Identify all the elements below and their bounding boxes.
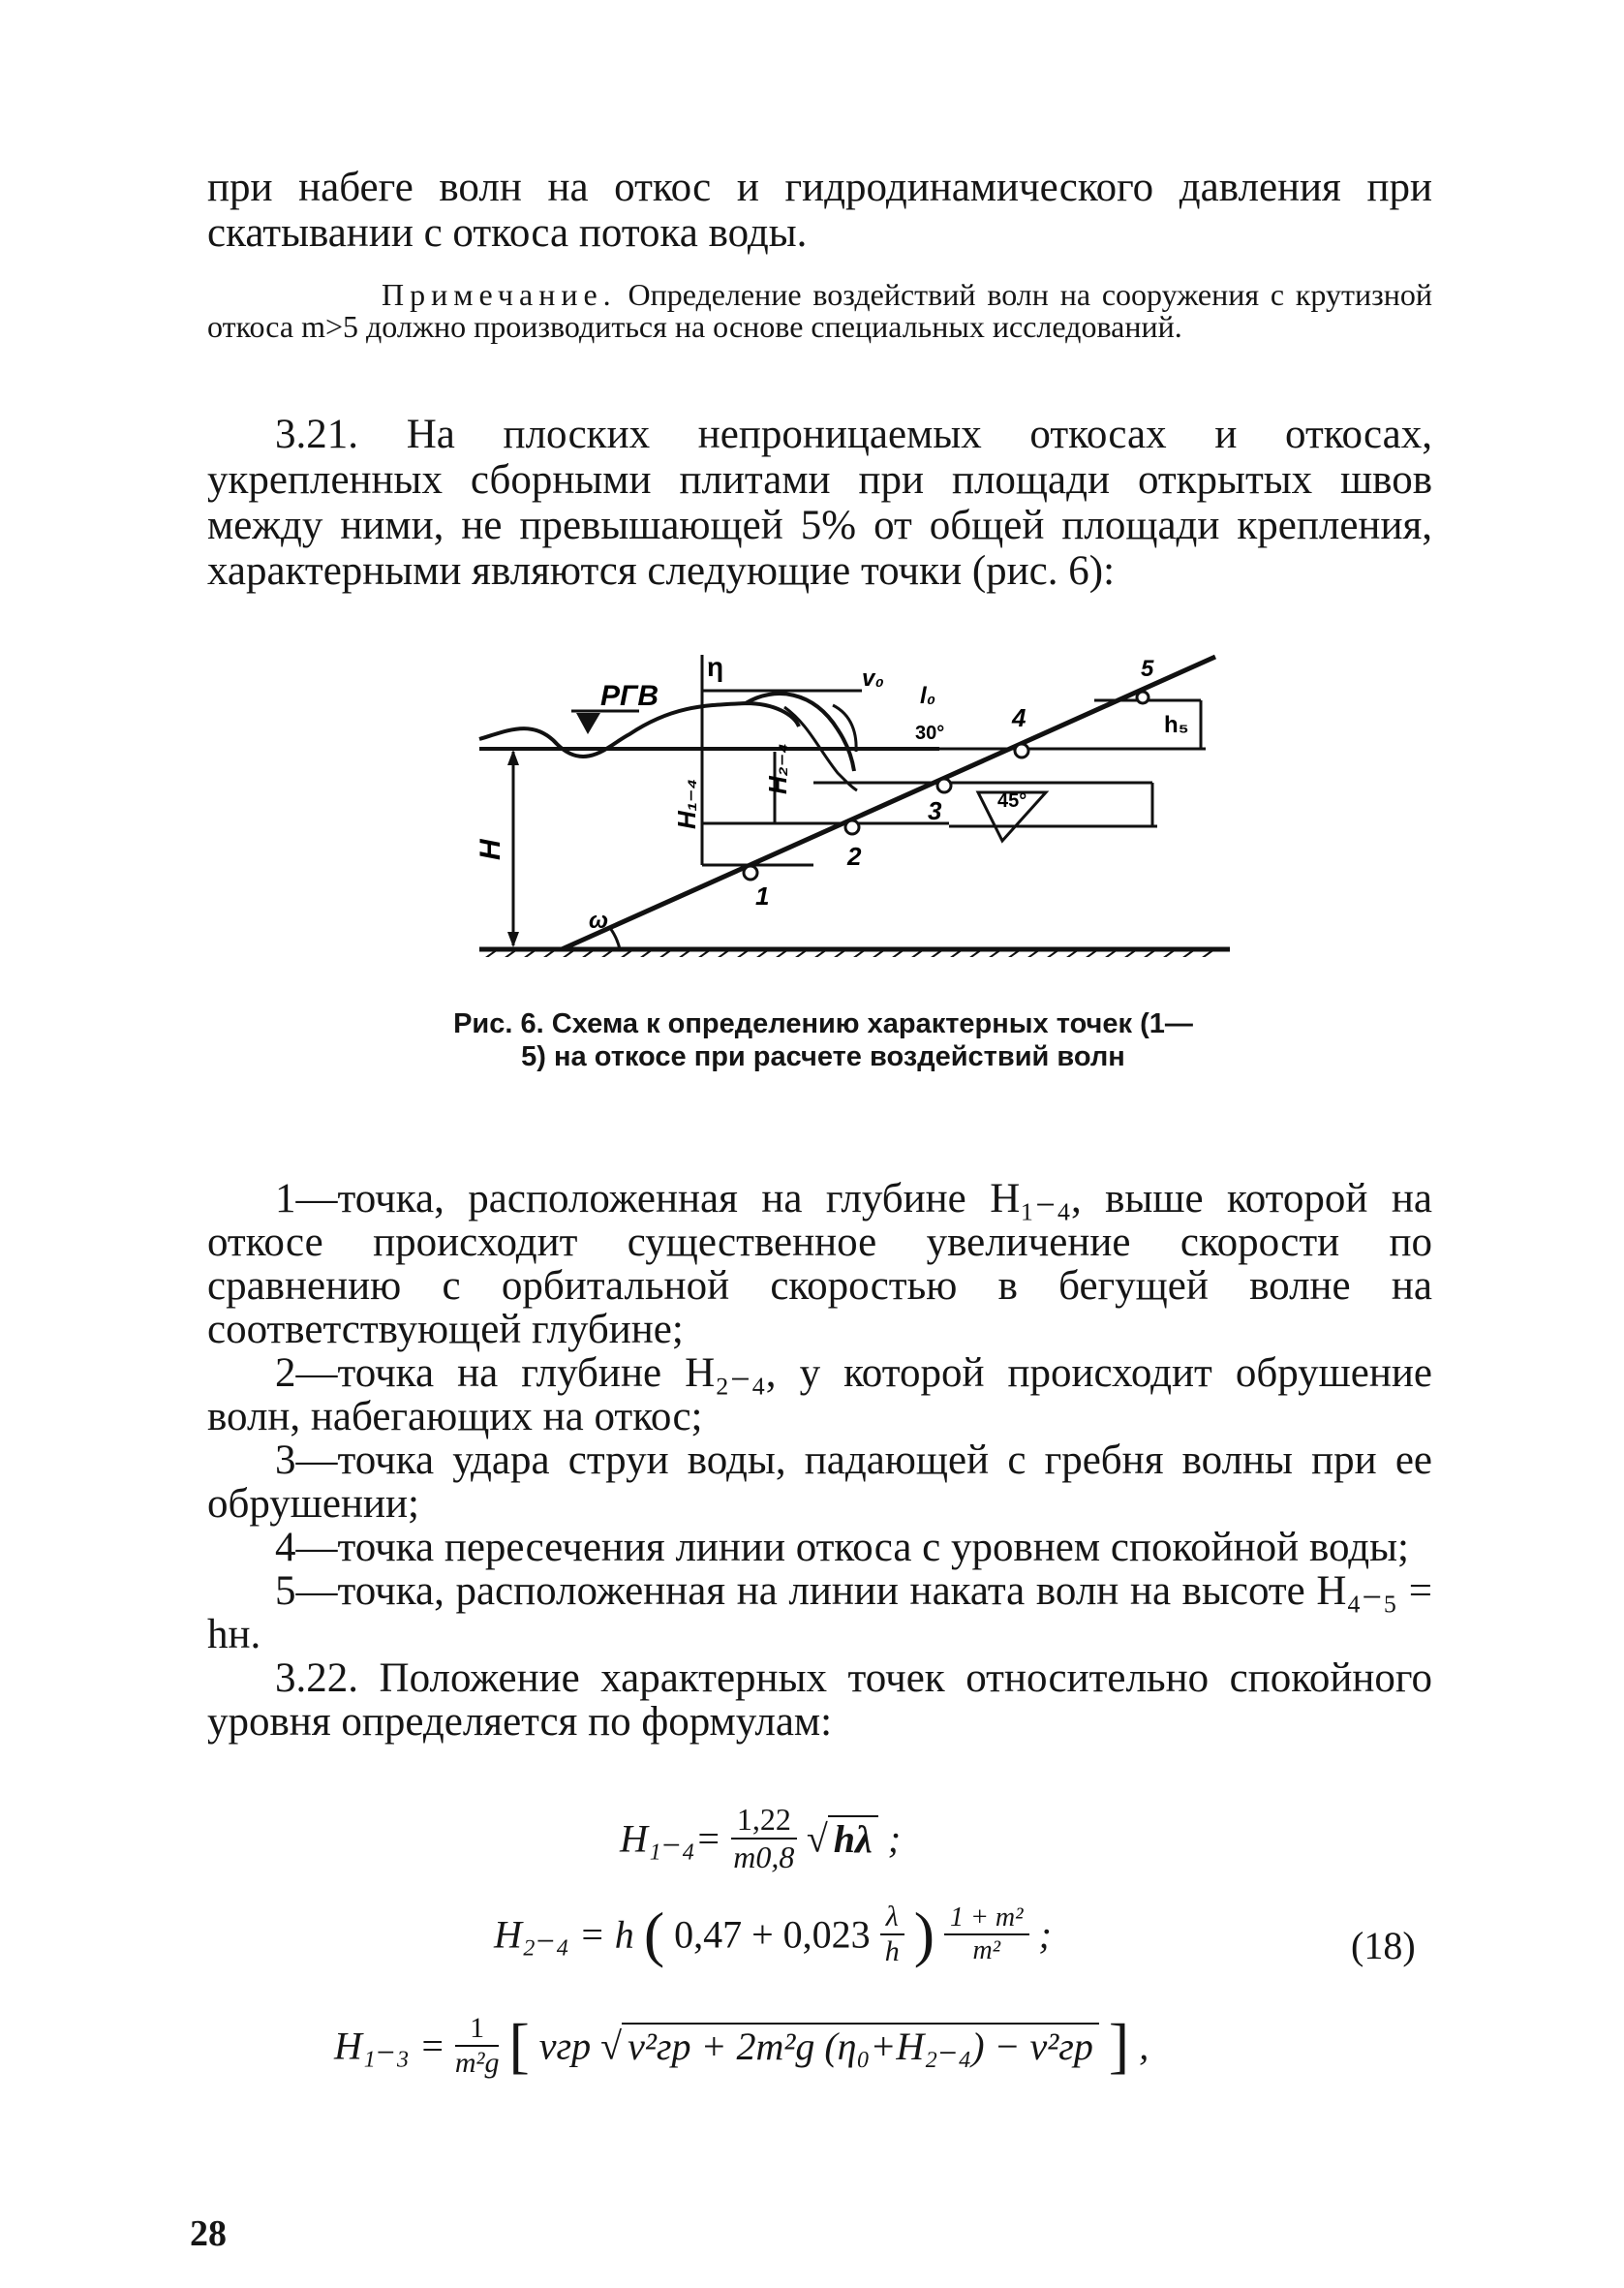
point-3: [937, 779, 951, 792]
f3-lhs: H₁₋₃ =: [334, 2024, 445, 2068]
f2-body: 0,47 + 0,023: [674, 1912, 871, 1957]
label-p4: 4: [1012, 703, 1026, 732]
note-label: Примечание.: [382, 277, 617, 312]
H-arrow-bottom: [507, 932, 519, 947]
label-rgv: РГВ: [600, 680, 659, 712]
rgv-triangle: [576, 713, 600, 734]
f2-den2: m²: [972, 1935, 1001, 1965]
formula-H24: [494, 1899, 1052, 1970]
f2-end: ;: [1038, 1912, 1052, 1957]
omega-arc: [610, 928, 620, 949]
f2-frac-den: h: [884, 1935, 900, 1967]
f3-frac: [455, 2012, 500, 2080]
formula-H14: [620, 1802, 901, 1875]
label-eta: η: [707, 652, 724, 682]
f3-body: vгр: [538, 2024, 592, 2068]
label-omega: ω: [589, 908, 609, 934]
H-arrow-top: [507, 750, 519, 765]
f1-lhs: H₁₋₄=: [620, 1816, 721, 1861]
point-3-text: 3—точка удара струи воды, падающей с гребня волны при ее обрушении;: [207, 1438, 1432, 1527]
point-4: [1015, 744, 1028, 758]
label-h5: h₅: [1164, 712, 1189, 738]
points-list: [207, 1177, 1432, 1744]
figure-6-diagram: [465, 647, 1278, 957]
equation-number: (18): [1351, 1924, 1416, 1967]
f2-lhs: H₂₋₄ = h: [494, 1912, 634, 1957]
label-H: H: [475, 839, 506, 860]
label-vg: v₀: [862, 665, 884, 692]
page-number: 28: [190, 2213, 227, 2254]
f2-num2: 1 + m²: [944, 1902, 1029, 1935]
f1-sqrt: √ hλ: [807, 1815, 878, 1861]
f2-frac: [880, 1901, 904, 1968]
label-angle: 30°: [915, 723, 945, 744]
section-3-21: 3.21. На плоских непроницаемых откосах и откосах, укрепленных сборными плитами при площади открытых швов между ними, не превышающей 5% от общей площади крепления, характерными являются следующие точки (рис. 6):: [207, 412, 1432, 594]
label-angle2: 45°: [997, 790, 1027, 812]
point-2: [845, 820, 859, 834]
f3-den: m²g: [454, 2047, 500, 2079]
label-p2: 2: [847, 842, 862, 871]
point-1: [744, 866, 757, 880]
f2-paren-close: ): [913, 1900, 935, 1968]
label-p1: 1: [755, 881, 770, 911]
point-2-text: 2—точка на глубине H₂₋₄, у которой происходит обрушение волн, набегающих на откос;: [207, 1350, 1432, 1439]
label-l: l₀: [920, 683, 936, 709]
f3-end: ,: [1139, 2024, 1149, 2068]
point-5-text: 5—точка, расположенная на линии наката волн на высоте H₄₋₅ = hн.: [207, 1568, 1432, 1657]
note: [207, 279, 1432, 343]
f3-bracket-open: [: [508, 2011, 530, 2080]
paragraph-continuation: при набеге волн на откос и гидродинамического давления при скатывании с откоса потока воды.: [207, 165, 1432, 256]
f1-fraction: [731, 1802, 797, 1875]
f3-sqrt: √ v²гр + 2m²g (η₀+H₂₋₄) − v²гр: [600, 2023, 1099, 2068]
point-1-text: 1—точка, расположенная на глубине H₁₋₄, выше которой на откосе происходит существенное увеличение скорости по сравнению с орбитальной скоростью в бегущей волне на соответствующей глубине;: [207, 1176, 1432, 1352]
f1-root: hλ: [828, 1815, 878, 1861]
f1-num: 1,22: [731, 1802, 797, 1840]
f2-paren-open: (: [643, 1900, 665, 1968]
note-text: Определение воздействий волн на сооружения с крутизной откоса m>5 должно производиться на основе специальных исследований.: [207, 277, 1432, 344]
f2-frac2: [944, 1902, 1029, 1966]
f1-end: ;: [887, 1816, 902, 1861]
label-p5: 5: [1141, 656, 1154, 682]
label-p3: 3: [928, 796, 942, 825]
f1-den: m0,8: [733, 1840, 795, 1874]
label-H24: H₂₋₄: [763, 743, 792, 794]
f3-bracket-close: ]: [1108, 2011, 1130, 2080]
f2-frac-num: λ: [880, 1901, 904, 1935]
point-5: [1137, 692, 1149, 703]
formula-H13: [334, 2010, 1149, 2082]
point-4-text: 4—точка пересечения линии откоса с уровнем спокойной воды;: [275, 1525, 1409, 1570]
figure-caption: Рис. 6. Схема к определению характерных точек (1—5) на откосе при расчете воздействий волн: [453, 1008, 1193, 1072]
f3-root: v²гр + 2m²g (η₀+H₂₋₄) − v²гр: [622, 2023, 1099, 2068]
f3-num: 1: [455, 2012, 500, 2047]
label-H14: H₁₋₄: [672, 778, 701, 829]
section-3-22: 3.22. Положение характерных точек относительно спокойного уровня определяется по формулам:: [207, 1655, 1432, 1745]
